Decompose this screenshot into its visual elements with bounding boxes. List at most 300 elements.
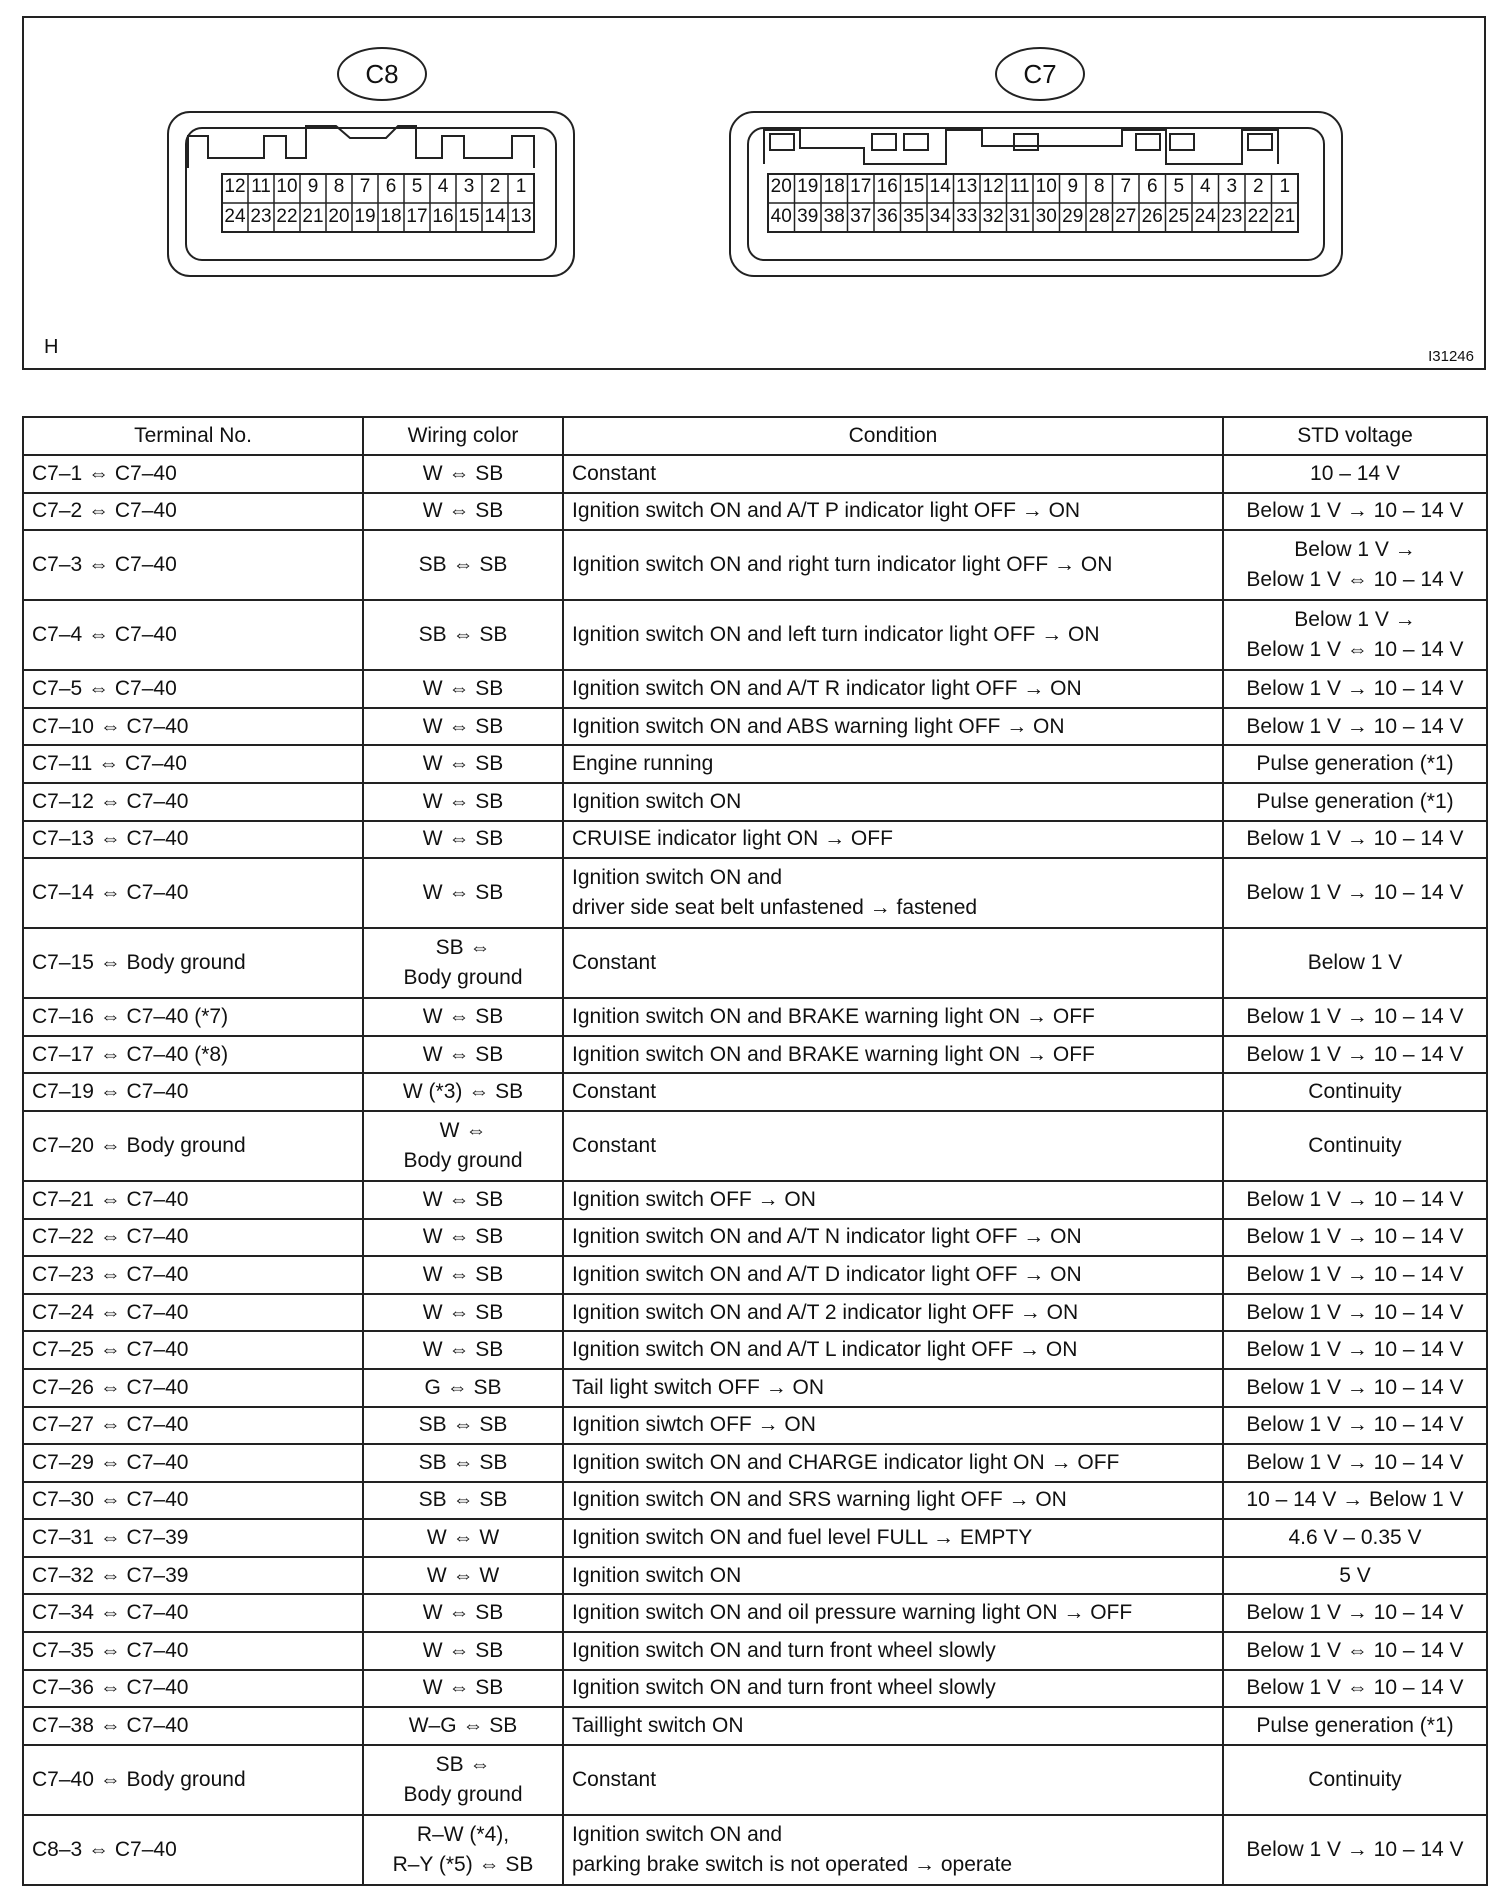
cell-std-voltage: [1223, 1219, 1487, 1257]
cell-wiring-color-line: W ⇔ SB: [422, 827, 504, 851]
cell-terminal-line: C7–11 ⇔ C7–40: [32, 752, 187, 776]
cell-wiring-color: [363, 530, 563, 600]
header-std-voltage: STD voltage: [1223, 417, 1487, 455]
cell-std-voltage-line: Below 1 V → 10 – 14 V: [1246, 676, 1464, 700]
pin-label: 12: [224, 176, 246, 197]
cell-condition-line: Ignition siwtch OFF → ON: [572, 1413, 816, 1437]
cell-condition-line: Ignition switch ON and BRAKE warning light ON → OFF: [572, 1042, 1095, 1066]
pin-label: 36: [876, 206, 898, 227]
pin-label: 18: [823, 176, 845, 197]
cell-terminal-line: C7–35 ⇔ C7–40: [32, 1638, 189, 1662]
pin-label: 40: [770, 206, 792, 227]
cell-terminal-line: C7–5 ⇔ C7–40: [32, 676, 177, 700]
pin-label: 14: [484, 206, 506, 227]
pin-label: 28: [1088, 206, 1110, 227]
cell-wiring-color-line: SB ⇔ SB: [418, 553, 508, 577]
cell-wiring-color-line: W ⇔ SB: [422, 499, 504, 523]
cell-condition: [563, 1294, 1223, 1332]
cell-std-voltage-line: Below 1 V →: [1294, 538, 1416, 562]
table-row: [23, 670, 1487, 708]
cell-std-voltage: [1223, 670, 1487, 708]
pin-label: 7: [359, 176, 371, 197]
cell-condition: [563, 1632, 1223, 1670]
cell-wiring-color-line: W ⇔ SB: [422, 1300, 504, 1324]
cell-condition-line: Ignition switch ON and turn front wheel slowly: [572, 1638, 996, 1662]
cell-wiring-color-line: W ⇔ SB: [422, 752, 504, 776]
cell-terminal-line: C7–2 ⇔ C7–40: [32, 499, 177, 523]
cell-std-voltage: [1223, 1632, 1487, 1670]
cell-condition-line: Tail light switch OFF → ON: [572, 1375, 825, 1399]
pin-label: 15: [903, 176, 925, 197]
cell-wiring-color-line: SB ⇔ SB: [418, 623, 508, 647]
cell-terminal: [23, 1219, 363, 1257]
cell-std-voltage: [1223, 821, 1487, 859]
pin-label: 13: [510, 206, 532, 227]
cell-terminal-line: C7–12 ⇔ C7–40: [32, 789, 189, 813]
pin-label: 7: [1120, 176, 1132, 197]
cell-wiring-color-line: W ⇔ SB: [422, 1338, 504, 1362]
cell-condition-line: Ignition switch ON and BRAKE warning light ON → OFF: [572, 1004, 1095, 1028]
cell-std-voltage-line: 4.6 V – 0.35 V: [1288, 1526, 1422, 1550]
cell-condition: [563, 998, 1223, 1036]
table-row: [23, 1815, 1487, 1885]
cell-std-voltage-line: 10 – 14 V → Below 1 V: [1246, 1488, 1464, 1512]
cell-std-voltage-line: Below 1 V → 10 – 14 V: [1246, 714, 1464, 738]
cell-terminal-line: C7–10 ⇔ C7–40: [32, 714, 189, 738]
cell-condition: [563, 708, 1223, 746]
cell-std-voltage-line: Continuity: [1308, 1133, 1402, 1157]
pin-label: 2: [489, 176, 501, 197]
cell-wiring-color: [363, 1482, 563, 1520]
cell-condition: [563, 745, 1223, 783]
pin-label: 1: [515, 176, 527, 197]
cell-std-voltage-line: Below 1 V → 10 – 14 V: [1246, 827, 1464, 851]
cell-condition-line: Ignition switch ON and oil pressure warning light ON → OFF: [572, 1601, 1133, 1625]
cell-terminal-line: C7–3 ⇔ C7–40: [32, 553, 177, 577]
cell-wiring-color: [363, 745, 563, 783]
table-row: [23, 493, 1487, 531]
cell-wiring-color: [363, 928, 563, 998]
cell-std-voltage: [1223, 1369, 1487, 1407]
cell-wiring-color-line: W ⇔ SB: [422, 881, 504, 905]
cell-wiring-color-line: SB ⇔: [435, 1752, 491, 1776]
connector-label-c8: C8: [365, 59, 399, 89]
cell-terminal-line: C7–23 ⇔ C7–40: [32, 1262, 189, 1286]
cell-terminal: [23, 1073, 363, 1111]
cell-wiring-color-line: W ⇔ SB: [422, 714, 504, 738]
cell-std-voltage-line: Below 1 V → 10 – 14 V: [1246, 1375, 1464, 1399]
cell-condition-line: Ignition switch ON and fuel level FULL → EMPTY: [572, 1526, 1033, 1550]
cell-terminal-line: C7–22 ⇔ C7–40: [32, 1225, 189, 1249]
cell-condition-line: Ignition switch ON and: [572, 866, 783, 890]
cell-condition-line: Constant: [572, 461, 657, 485]
pin-label: 20: [770, 176, 792, 197]
table-row: [23, 1331, 1487, 1369]
cell-terminal: [23, 1369, 363, 1407]
cell-condition-line: Engine running: [572, 752, 714, 776]
cell-condition-line: Constant: [572, 1767, 657, 1791]
cell-terminal: [23, 1256, 363, 1294]
pin-label: 5: [411, 176, 423, 197]
cell-condition-line: Ignition switch ON and A/T R indicator light OFF → ON: [572, 676, 1082, 700]
pin-label: 10: [276, 176, 298, 197]
cell-condition-line: Taillight switch ON: [572, 1714, 744, 1738]
cell-wiring-color-line: W ⇔ SB: [422, 1004, 504, 1028]
terminal-spec-table: [22, 416, 1488, 1886]
cell-terminal: [23, 493, 363, 531]
table-row: [23, 1670, 1487, 1708]
cell-terminal-line: C8–3 ⇔ C7–40: [32, 1837, 177, 1861]
cell-condition: [563, 1407, 1223, 1445]
cell-condition: [563, 1707, 1223, 1745]
cell-terminal-line: C7–14 ⇔ C7–40: [32, 881, 189, 905]
pin-label: 21: [302, 206, 324, 227]
cell-terminal-line: C7–4 ⇔ C7–40: [32, 623, 177, 647]
cell-terminal-line: C7–15 ⇔ Body ground: [32, 951, 246, 975]
cell-std-voltage-line: Below 1 V → 10 – 14 V: [1246, 1004, 1464, 1028]
cell-std-voltage: [1223, 783, 1487, 821]
cell-terminal-line: C7–19 ⇔ C7–40: [32, 1080, 189, 1104]
cell-terminal-line: C7–32 ⇔ C7–39: [32, 1563, 189, 1587]
pin-label: 19: [354, 206, 376, 227]
cell-wiring-color: [363, 1815, 563, 1885]
cell-condition-line: Ignition switch ON: [572, 1563, 742, 1587]
pin-label: 6: [385, 176, 397, 197]
cell-wiring-color-line: W–G ⇔ SB: [408, 1714, 518, 1738]
cell-condition: [563, 783, 1223, 821]
cell-condition-line: Ignition switch ON and A/T D indicator light OFF → ON: [572, 1262, 1082, 1286]
table-row: [23, 998, 1487, 1036]
cell-std-voltage-line: Pulse generation (*1): [1256, 752, 1454, 776]
cell-wiring-color: [363, 1745, 563, 1815]
cell-std-voltage-line: Below 1 V → 10 – 14 V: [1246, 1450, 1464, 1474]
pin-label: 13: [956, 176, 978, 197]
cell-condition-line: Ignition switch ON: [572, 789, 742, 813]
cell-condition: [563, 1557, 1223, 1595]
cell-wiring-color: [363, 1670, 563, 1708]
cell-wiring-color: [363, 998, 563, 1036]
cell-wiring-color: [363, 858, 563, 928]
cell-std-voltage: [1223, 1707, 1487, 1745]
cell-condition-line: Constant: [572, 1080, 657, 1104]
cell-wiring-color: [363, 1594, 563, 1632]
cell-condition-line: Constant: [572, 951, 657, 975]
cell-wiring-color: [363, 1036, 563, 1074]
cell-terminal: [23, 1670, 363, 1708]
table-row: [23, 1181, 1487, 1219]
cell-std-voltage-line: Pulse generation (*1): [1256, 1714, 1454, 1738]
cell-condition: [563, 1594, 1223, 1632]
cell-wiring-color-line: W ⇔ SB: [422, 1187, 504, 1211]
table-row: [23, 1632, 1487, 1670]
cell-std-voltage-line: Below 1 V → 10 – 14 V: [1246, 499, 1464, 523]
cell-terminal-line: C7–17 ⇔ C7–40 (*8): [32, 1042, 229, 1066]
cell-terminal: [23, 670, 363, 708]
cell-condition: [563, 858, 1223, 928]
cell-std-voltage-line: Below 1 V → 10 – 14 V: [1246, 1300, 1464, 1324]
cell-terminal-line: C7–40 ⇔ Body ground: [32, 1767, 246, 1791]
table-row: [23, 928, 1487, 998]
cell-std-voltage-line: Below 1 V: [1307, 951, 1403, 975]
cell-std-voltage: [1223, 708, 1487, 746]
cell-terminal-line: C7–13 ⇔ C7–40: [32, 827, 189, 851]
table-row: [23, 1707, 1487, 1745]
cell-wiring-color: [363, 600, 563, 670]
cell-condition: [563, 1815, 1223, 1885]
cell-wiring-color-line: R–Y (*5) ⇔ SB: [392, 1852, 534, 1876]
pin-label: 35: [903, 206, 925, 227]
cell-condition: [563, 670, 1223, 708]
pin-label: 11: [1009, 176, 1030, 197]
cell-wiring-color-line: W ⇔ SB: [422, 461, 504, 485]
cell-std-voltage: [1223, 455, 1487, 493]
pin-label: 30: [1035, 206, 1057, 227]
cell-std-voltage: [1223, 530, 1487, 600]
table-row: [23, 1111, 1487, 1181]
cell-condition: [563, 1219, 1223, 1257]
cell-wiring-color: [363, 1632, 563, 1670]
table-body: [23, 455, 1487, 1885]
cell-condition: [563, 600, 1223, 670]
cell-wiring-color: [363, 708, 563, 746]
cell-wiring-color-line: W (*3) ⇔ SB: [402, 1080, 524, 1104]
cell-terminal: [23, 1407, 363, 1445]
cell-condition: [563, 1111, 1223, 1181]
cell-condition: [563, 493, 1223, 531]
cell-condition-line: CRUISE indicator light ON → OFF: [572, 827, 893, 851]
cell-wiring-color-line: SB ⇔ SB: [418, 1450, 508, 1474]
cell-std-voltage: [1223, 1073, 1487, 1111]
cell-std-voltage-line: Continuity: [1308, 1080, 1402, 1104]
cell-std-voltage: [1223, 1407, 1487, 1445]
cell-wiring-color-line: SB ⇔ SB: [418, 1488, 508, 1512]
cell-std-voltage: [1223, 1594, 1487, 1632]
cell-terminal-line: C7–30 ⇔ C7–40: [32, 1488, 189, 1512]
cell-terminal: [23, 998, 363, 1036]
table-row: [23, 708, 1487, 746]
pin-label: 3: [463, 176, 475, 197]
table-row: [23, 1557, 1487, 1595]
pin-label: 32: [982, 206, 1004, 227]
table-row: [23, 530, 1487, 600]
cell-std-voltage: [1223, 1256, 1487, 1294]
cell-std-voltage-line: 10 – 14 V: [1310, 461, 1400, 485]
cell-wiring-color: [363, 1707, 563, 1745]
cell-wiring-color-line: SB ⇔ SB: [418, 1413, 508, 1437]
cell-condition-line: Ignition switch ON and right turn indicator light OFF → ON: [572, 553, 1113, 577]
pin-label: 34: [929, 206, 951, 227]
cell-condition: [563, 1670, 1223, 1708]
pin-label: 16: [876, 176, 898, 197]
cell-wiring-color: [363, 1369, 563, 1407]
pin-label: 17: [406, 206, 428, 227]
cell-wiring-color-line: W ⇔ SB: [422, 676, 504, 700]
cell-terminal: [23, 1815, 363, 1885]
cell-condition-line: Ignition switch ON and: [572, 1822, 783, 1846]
cell-condition-line: Ignition switch ON and ABS warning light OFF → ON: [572, 714, 1065, 738]
cell-std-voltage: [1223, 998, 1487, 1036]
table-row: [23, 1407, 1487, 1445]
cell-terminal: [23, 783, 363, 821]
cell-condition-line: Ignition switch ON and SRS warning light OFF → ON: [572, 1488, 1067, 1512]
cell-terminal: [23, 1519, 363, 1557]
cell-wiring-color: [363, 1181, 563, 1219]
table-row: [23, 858, 1487, 928]
cell-terminal: [23, 928, 363, 998]
cell-terminal: [23, 1036, 363, 1074]
table-row: [23, 745, 1487, 783]
cell-std-voltage-line: Below 1 V → 10 – 14 V: [1246, 1338, 1464, 1362]
cell-wiring-color-line: W ⇔ SB: [422, 1676, 504, 1700]
cell-std-voltage: [1223, 858, 1487, 928]
table-row: [23, 783, 1487, 821]
cell-std-voltage-line: Continuity: [1308, 1767, 1402, 1791]
cell-wiring-color-line: W ⇔ SB: [422, 789, 504, 813]
pin-label: 39: [797, 206, 819, 227]
cell-terminal: [23, 1557, 363, 1595]
pin-label: 21: [1274, 206, 1296, 227]
cell-std-voltage: [1223, 1670, 1487, 1708]
table-row: [23, 1444, 1487, 1482]
cell-condition-line: parking brake switch is not operated → operate: [572, 1852, 1013, 1876]
cell-wiring-color: [363, 1444, 563, 1482]
pin-label: 23: [250, 206, 272, 227]
cell-terminal-line: C7–31 ⇔ C7–39: [32, 1526, 189, 1550]
table-row: [23, 1219, 1487, 1257]
cell-terminal: [23, 745, 363, 783]
cell-wiring-color-line: G ⇔ SB: [424, 1375, 502, 1399]
table-row: [23, 1256, 1487, 1294]
cell-wiring-color: [363, 1331, 563, 1369]
cell-terminal-line: C7–36 ⇔ C7–40: [32, 1676, 189, 1700]
cell-wiring-color: [363, 1111, 563, 1181]
cell-std-voltage: [1223, 928, 1487, 998]
table-row: [23, 1594, 1487, 1632]
cell-terminal: [23, 1444, 363, 1482]
cell-wiring-color-line: W ⇔ W: [426, 1526, 500, 1550]
cell-terminal: [23, 1745, 363, 1815]
cell-terminal: [23, 455, 363, 493]
connector-diagram: [22, 16, 1486, 370]
cell-condition-line: Ignition switch OFF → ON: [572, 1187, 816, 1211]
pin-label: 10: [1035, 176, 1057, 197]
diagram-corner-letter: H: [44, 336, 59, 358]
cell-condition: [563, 1331, 1223, 1369]
table-row: [23, 1294, 1487, 1332]
cell-std-voltage: [1223, 1444, 1487, 1482]
cell-terminal: [23, 1181, 363, 1219]
cell-wiring-color: [363, 1519, 563, 1557]
cell-wiring-color: [363, 1407, 563, 1445]
cell-std-voltage-line: Below 1 V ⇔ 10 – 14 V: [1246, 568, 1464, 592]
cell-std-voltage: [1223, 1557, 1487, 1595]
cell-std-voltage-line: Below 1 V ⇔ 10 – 14 V: [1246, 1676, 1464, 1700]
table-row: [23, 1369, 1487, 1407]
cell-wiring-color-line: W ⇔ SB: [422, 1638, 504, 1662]
cell-std-voltage: [1223, 1815, 1487, 1885]
pin-label: 24: [1194, 206, 1216, 227]
cell-wiring-color: [363, 783, 563, 821]
cell-condition-line: driver side seat belt unfastened → fastened: [572, 896, 978, 920]
cell-std-voltage: [1223, 1482, 1487, 1520]
connector-label-c7: C7: [1023, 59, 1057, 89]
table-header-row: [23, 417, 1487, 455]
pin-label: 8: [333, 176, 345, 197]
pin-label: 4: [1199, 176, 1211, 197]
cell-terminal: [23, 708, 363, 746]
cell-wiring-color-line: Body ground: [403, 1148, 523, 1172]
cell-condition: [563, 821, 1223, 859]
cell-wiring-color-line: Body ground: [403, 966, 523, 990]
cell-terminal-line: C7–34 ⇔ C7–40: [32, 1601, 189, 1625]
cell-terminal-line: C7–1 ⇔ C7–40: [32, 461, 177, 485]
cell-std-voltage: [1223, 1519, 1487, 1557]
cell-std-voltage: [1223, 1036, 1487, 1074]
cell-wiring-color-line: W ⇔ W: [426, 1563, 500, 1587]
pin-label: 9: [1067, 176, 1079, 197]
table-row: [23, 821, 1487, 859]
cell-wiring-color-line: W ⇔: [439, 1118, 487, 1142]
cell-std-voltage: [1223, 1294, 1487, 1332]
cell-wiring-color: [363, 455, 563, 493]
cell-std-voltage-line: Below 1 V → 10 – 14 V: [1246, 1042, 1464, 1066]
cell-std-voltage-line: Below 1 V ⇔ 10 – 14 V: [1246, 638, 1464, 662]
cell-wiring-color: [363, 493, 563, 531]
cell-terminal: [23, 1707, 363, 1745]
cell-std-voltage-line: Below 1 V → 10 – 14 V: [1246, 1601, 1464, 1625]
cell-condition-line: Ignition switch ON and CHARGE indicator light ON → OFF: [572, 1450, 1120, 1474]
cell-terminal: [23, 858, 363, 928]
cell-std-voltage-line: 5 V: [1339, 1563, 1371, 1587]
cell-terminal-line: C7–26 ⇔ C7–40: [32, 1375, 189, 1399]
cell-std-voltage-line: Below 1 V ⇔ 10 – 14 V: [1246, 1638, 1464, 1662]
cell-terminal: [23, 821, 363, 859]
table-row: [23, 455, 1487, 493]
pin-label: 14: [929, 176, 951, 197]
cell-std-voltage-line: Below 1 V →: [1294, 608, 1416, 632]
cell-std-voltage-line: Below 1 V → 10 – 14 V: [1246, 1225, 1464, 1249]
cell-condition: [563, 1444, 1223, 1482]
cell-terminal-line: C7–27 ⇔ C7–40: [32, 1413, 189, 1437]
cell-terminal: [23, 1294, 363, 1332]
cell-terminal: [23, 1594, 363, 1632]
cell-std-voltage-line: Below 1 V → 10 – 14 V: [1246, 1262, 1464, 1286]
pin-label: 37: [850, 206, 872, 227]
cell-terminal: [23, 1111, 363, 1181]
pin-label: 24: [224, 206, 246, 227]
header-terminal: Terminal No.: [23, 417, 363, 455]
cell-terminal-line: C7–16 ⇔ C7–40 (*7): [32, 1004, 229, 1028]
cell-wiring-color-line: W ⇔ SB: [422, 1601, 504, 1625]
table-row: [23, 1036, 1487, 1074]
cell-wiring-color: [363, 1256, 563, 1294]
cell-terminal: [23, 600, 363, 670]
cell-condition-line: Ignition switch ON and A/T 2 indicator light OFF → ON: [572, 1300, 1079, 1324]
cell-std-voltage-line: Below 1 V → 10 – 14 V: [1246, 881, 1464, 905]
pin-label: 31: [1009, 206, 1031, 227]
pin-label: 6: [1146, 176, 1158, 197]
pin-label: 8: [1093, 176, 1105, 197]
cell-condition: [563, 1519, 1223, 1557]
cell-terminal-line: C7–24 ⇔ C7–40: [32, 1300, 189, 1324]
cell-wiring-color: [363, 1294, 563, 1332]
pin-label: 19: [797, 176, 819, 197]
cell-condition: [563, 530, 1223, 600]
pin-label: 17: [850, 176, 872, 197]
cell-std-voltage: [1223, 1181, 1487, 1219]
pin-label: 23: [1221, 206, 1243, 227]
cell-condition: [563, 928, 1223, 998]
